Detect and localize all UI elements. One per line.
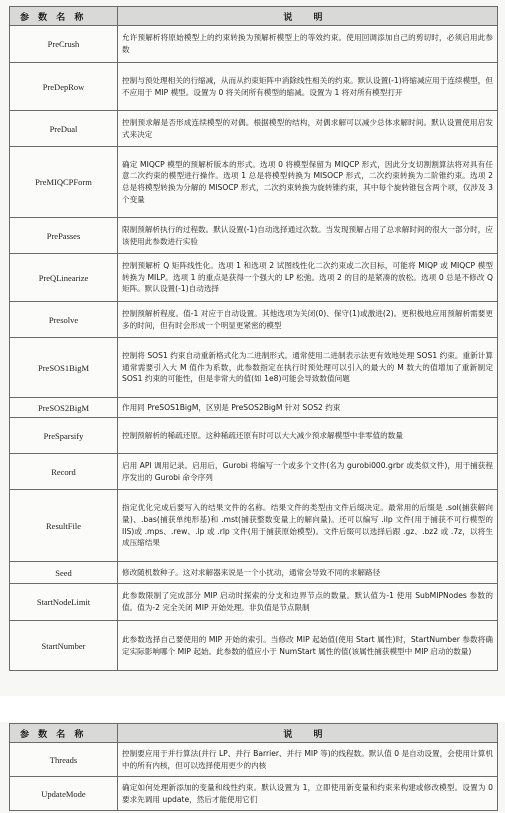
- table-row: [10, 398, 498, 418]
- param-name: PreSOS1BigM: [10, 338, 118, 398]
- table-row: [10, 26, 498, 63]
- table-row: [10, 111, 498, 147]
- parameter-table: [9, 6, 498, 671]
- param-name: Record: [10, 454, 118, 490]
- param-description: 启用 API 调用记录。启用后，Gurobi 将编写一个或多个文件(名为 gurobi000.grbr 或类似文件)，用于捕获程序发出的 Gurobi 命令序列: [118, 454, 498, 490]
- parameter-table-continued: [9, 723, 498, 811]
- param-name: ResultFile: [10, 490, 118, 562]
- param-name: PreDual: [10, 111, 118, 147]
- param-description: 控制预解析 Q 矩阵线性化。选项 1 和选项 2 试图线性化二次约束或二次目标，可能将 MIQP 或 MIQCP 模型转换为 MILP。选项 1 的重点是获得一个强大的 LP 松弛。选项 2 的目的是紧凑的放松。选项 0 总是不修改 Q 矩阵。默认设置(-1)自动选择: [118, 254, 498, 302]
- param-name: PrePasses: [10, 218, 118, 254]
- header-description: 说 明: [118, 724, 498, 743]
- header-param-name: 参 数 名 称: [10, 724, 118, 743]
- table-row: [10, 621, 498, 671]
- param-description: 允许预解析将原始模型上的约束转换为预解析模型上的等效约束。使用回调添加自己的剪切时，必须启用此参数: [118, 26, 498, 63]
- param-description: 此参数限制了完成部分 MIP 启动时探索的分支和边界节点的数量。默认值为-1 使用 SubMIPNodes 参数的值。值为-2 完全关闭 MIP 开始处理。非负值是节点限制: [118, 584, 498, 621]
- param-name: UpdateMode: [10, 777, 118, 811]
- page-gap: [0, 696, 505, 722]
- param-description: 此参数选择自己要使用的 MIP 开始的索引。当修改 MIP 起始值(使用 Start 属性)时，StartNumber 参数将确定实际影响哪个 MIP 起始。此参数的值应小于 NumStart 属性的值(该属性捕获模型中 MIP 启动的数量): [118, 621, 498, 671]
- param-description: 控制预求解是否形成连续模型的对偶。根据模型的结构，对偶求解可以减少总体求解时间。默认设置使用启发式来决定: [118, 111, 498, 147]
- param-name: PreSparsify: [10, 418, 118, 454]
- param-name: StartNumber: [10, 621, 118, 671]
- param-name: PreSOS2BigM: [10, 398, 118, 418]
- param-name: PreCrush: [10, 26, 118, 63]
- table-row: [10, 743, 498, 777]
- param-name: PreDepRow: [10, 63, 118, 111]
- param-description: 修改随机数种子。这对求解器来说是一个小扰动，通常会导致不同的求解路径: [118, 562, 498, 584]
- table-row: [10, 777, 498, 811]
- table-row: [10, 454, 498, 490]
- param-description: 确定如何处理新添加的变量和线性约束。默认设置为 1，立即使用新变量和约束来构建或修改模型。设置为 0 要求先调用 update，然后才能使用它们: [118, 777, 498, 811]
- param-name: Presolve: [10, 302, 118, 338]
- param-description: 控制与预处理相关的行缩减，从而从约束矩阵中消除线性相关的约束。默认设置(-1)将缩减应用于连续模型，但不应用于 MIP 模型。设置为 0 将关闭所有模型的缩减。设置为 1 将对所有模型打开: [118, 63, 498, 111]
- param-description: 控制预解析程度。值-1 对应于自动设置。其他选项为关闭(0)、保守(1)或激进(2)。更积极地应用预解析需要更多的时间，但有时会形成一个明显更紧密的模型: [118, 302, 498, 338]
- param-description: 指定优化完成后要写入的结果文件的名称。结果文件的类型由文件后缀决定。最常用的后缀是 .sol(捕获解向量)、.bas(捕获单纯形基)和 .mst(捕获整数变量上的解向量)。还可以编写 .ilp 文件(用于捕获不可行模型的 IIS)或 .mps、.rew、.lp 或 .rlp 文件(用于捕获原始模型)。文件后缀可以选择后跟 .gz、.bz2 或 .7z，以将生成压缩结果: [118, 490, 498, 562]
- header-param-name: 参 数 名 称: [10, 7, 118, 26]
- param-description: 控制要应用于并行算法(并行 LP、并行 Barrier、并行 MIP 等)的线程数。默认值 0 是自动设置，会使用计算机中的所有内核，但可以选择使用更少的内核: [118, 743, 498, 777]
- table-row: [10, 63, 498, 111]
- table-header-row: [10, 724, 498, 743]
- table-header-row: [10, 7, 498, 26]
- param-name: Threads: [10, 743, 118, 777]
- param-name: Seed: [10, 562, 118, 584]
- table-row: [10, 302, 498, 338]
- param-description: 限制预解析执行的过程数。默认设置(-1)自动选择通过次数。当发现预解占用了总求解时间的很大一部分时，应该使用此参数进行实验: [118, 218, 498, 254]
- param-description: 作用同 PreSOS1BigM，区别是 PreSOS2BigM 针对 SOS2 约束: [118, 398, 498, 418]
- table-row: [10, 584, 498, 621]
- param-name: PreQLinearize: [10, 254, 118, 302]
- param-name: StartNodeLimit: [10, 584, 118, 621]
- param-description: 确定 MIQCP 模型的预解析版本的形式。选项 0 将模型保留为 MIQCP 形式，因此分支切割割算法将对具有任意二次约束的模型进行操作。选项 1 总是将模型转换为 MISOCP 形式，二次约束转换为二阶锥约束。选项 2 总是将模型转换为分解的 MISOCP 形式，二次约束转换为旋转锥约束，其中每个旋转锥包含两个项，仅涉及 3 个变量: [118, 147, 498, 218]
- param-description: 控制预解析的稀疏还原。这种稀疏还原有时可以大大减少预求解模型中非零值的数量: [118, 418, 498, 454]
- table-row: [10, 490, 498, 562]
- header-description: 说 明: [118, 7, 498, 26]
- table-row: [10, 338, 498, 398]
- table-row: [10, 147, 498, 218]
- table-row: [10, 254, 498, 302]
- param-name: PreMIQCPForm: [10, 147, 118, 218]
- table-row: [10, 218, 498, 254]
- table-row: [10, 562, 498, 584]
- param-description: 控制将 SOS1 约束自动重新格式化为二进制形式。通常使用二进制表示法更有效地处理 SOS1 约束。重新计算通常需要引入大 M 值作为系数，此参数指定在执行时预处理可以引入的最大的 M 数大的值增加了重新制定 SOS1 约束的可能性，但是非常大的值(如 1e8)可能会导致数值问题: [118, 338, 498, 398]
- table-row: [10, 418, 498, 454]
